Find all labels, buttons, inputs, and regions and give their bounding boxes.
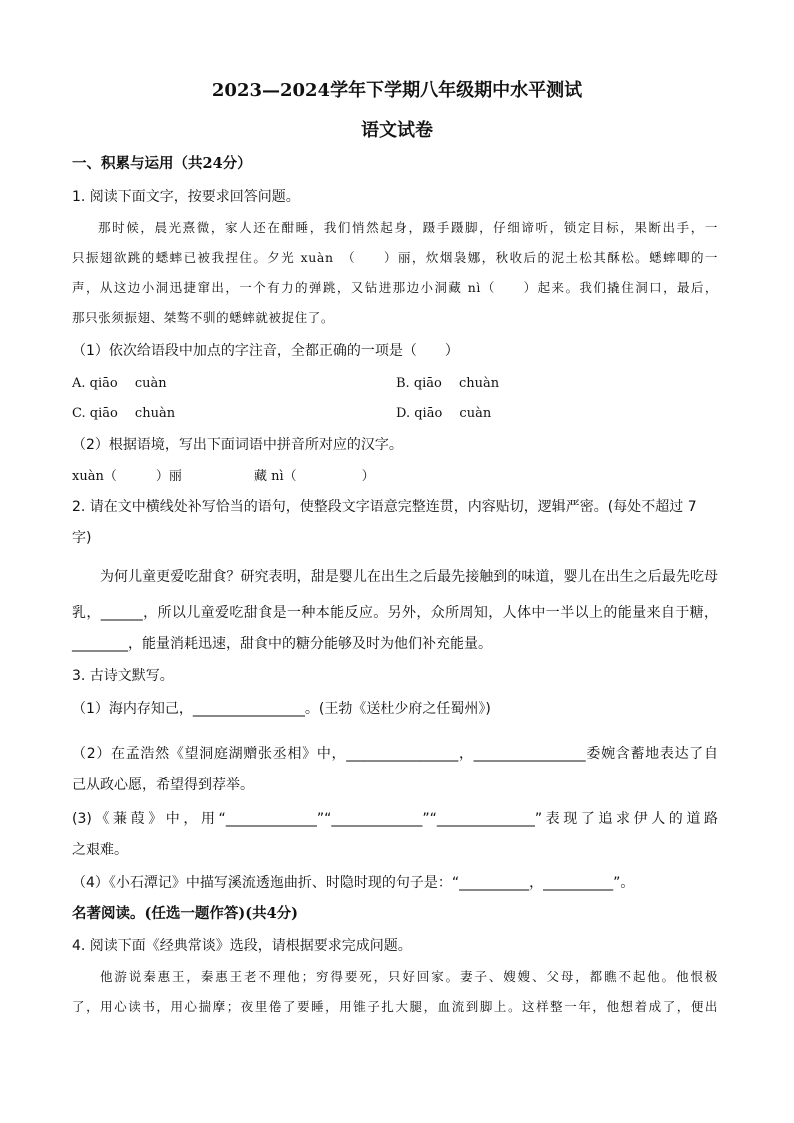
exam-subtitle: 语文试卷 [361,120,433,141]
q2-passage-line-2: 乳，______，所以儿童爱吃甜食是一种本能反应。另外，众所周知，人体中一半以上的能量来自于糖， [72,605,718,621]
q3-stem: 3. 古诗文默写。 [72,668,174,684]
q1-passage-line-2: 只振翅欲跳的蟋蟀已被我捏住。夕光 xuàn （ ）丽，炊烟袅娜，秋收后的泥土松其酥松。蟋蟀唧的一 [72,250,718,265]
q1-option-c: C. qiāo chuàn [72,406,176,421]
q3-item-3-line-1: (3)《蒹葭》中，用“_____________”“_____________”“______________”表现了追求伊人的道路 [72,811,718,827]
q3-item-3-line-2: 之艰难。 [72,842,128,858]
q4-stem: 4. 阅读下面《经典常谈》选段，请根据要求完成问题。 [72,938,412,954]
q3-item-2-line-2: 己从政心愿，希望得到荐举。 [72,777,254,793]
q1-blank-ni: 藏 nì（ ） [254,469,375,484]
q3-item-1: （1）海内存知己，________________。(王勃《送杜少府之任蜀州》) [72,701,491,717]
q3-item-4: （4）《小石潭记》中描写溪流透迤曲折、时隐时现的句子是：“__________，__________”。 [72,875,635,891]
q2-stem-line-1: 2. 请在文中横线处补写恰当的语句，使整段文字语意完整连贯，内容贴切，逻辑严密。(每处不超过 7 [72,499,697,515]
q2-passage-line-1: 为何儿童更爱吃甜食？研究表明，甜是婴儿在出生之后最先接触到的味道，婴儿在出生之后最先吃母 [100,569,718,585]
q1-option-a: A. qiāo cuàn [72,376,167,391]
q3-item-2-line-1: （2）在孟浩然《望洞庭湖赠张丞相》中，________________，________________委婉含蓄地表达了自 [72,746,718,762]
q1-blank-xuan: xuàn（ ）丽 [72,469,182,484]
q2-passage-line-3: ________，能量消耗迅速，甜食中的糖分能够及时为他们补充能量。 [72,636,492,652]
q1-sub1: （1）依次给语段中加点的字注音，全都正确的一项是（ ） [72,343,459,359]
q1-sub2: （2）根据语境，写出下面词语中拼音所对应的汉字。 [72,437,403,453]
q4-passage-line-1: 他游说秦惠王，秦惠王老不理他；穷得要死，只好回家。妻子、嫂嫂、父母，都瞧不起他。他恨极 [100,969,718,984]
q1-stem: 1. 阅读下面文字，按要求回答问题。 [72,189,300,205]
q1-passage-line-3: 声，从这边小洞迅捷窜出，一个有力的弹跳，又钻进那边小洞藏 nì（ ）起来。我们撬住洞口，最后， [72,280,718,295]
q1-option-b: B. qiāo chuàn [396,376,500,391]
exam-title: 2023—2024学年下学期八年级期中水平测试 [211,80,583,101]
q4-passage-line-2: 了，用心读书，用心揣摩；夜里倦了要睡，用锥子扎大腿，血流到脚上。这样整一年，他想着成了，便出 [72,999,718,1014]
q2-stem-line-2: 字) [72,530,92,546]
q1-option-d: D. qiāo cuàn [396,406,492,421]
q1-passage-line-1: 那时候，晨光熹微，家人还在酣睡，我们悄然起身，蹑手蹑脚，仔细谛听，锁定目标，果断出手，一 [98,220,718,235]
section-heading-1: 一、积累与运用（共24分） [72,155,252,172]
section-heading-2: 名著阅读。(任选一题作答)(共4分) [72,905,299,922]
q1-passage-line-4: 那只张须振翅、桀骜不驯的蟋蟀就被捉住了。 [72,310,335,325]
